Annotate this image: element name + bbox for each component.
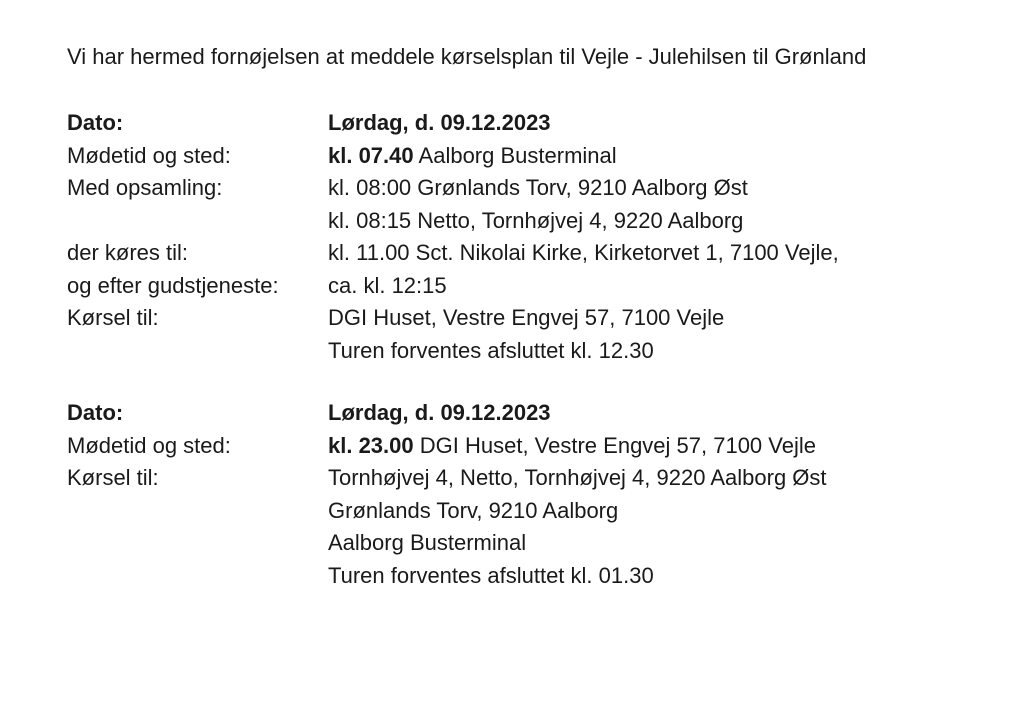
meeting-row: [67, 430, 967, 463]
meeting-label: Mødetid og sted:: [67, 142, 231, 168]
date-label: Dato:: [67, 110, 124, 136]
drive-row-2: [67, 495, 967, 528]
schedule-outbound: [67, 107, 967, 367]
drive-value: DGI Huset, Vestre Engvej 57, 7100 Vejle: [328, 305, 725, 331]
date-row: [67, 107, 967, 140]
date-row: [67, 397, 967, 430]
meeting-value: [328, 433, 967, 459]
pickup-stop-1: kl. 08:00 Grønlands Torv, 9210 Aalborg Øst: [328, 175, 748, 201]
destination-row: [67, 237, 967, 270]
drive-label: Kørsel til:: [67, 305, 159, 331]
drive-row: [67, 462, 967, 495]
after-service-label: og efter gudstjeneste:: [67, 272, 279, 298]
destination-label: der køres til:: [67, 240, 189, 266]
end-value: Turen forventes afsluttet kl. 01.30: [328, 562, 654, 588]
meeting-place: DGI Huset, Vestre Engvej 57, 7100 Vejle: [413, 432, 816, 458]
meeting-value: [328, 143, 967, 169]
meeting-time: kl. 23.00: [328, 432, 414, 458]
pickup-row-2: [67, 205, 967, 238]
drive-stop-3: Aalborg Busterminal: [328, 530, 527, 556]
after-service-value: ca. kl. 12:15: [328, 272, 447, 298]
drive-stop-2: Grønlands Torv, 9210 Aalborg: [328, 497, 619, 523]
date-value: Lørdag, d. 09.12.2023: [328, 400, 551, 426]
meeting-row: [67, 140, 967, 173]
drive-row-3: [67, 527, 967, 560]
pickup-label: Med opsamling:: [67, 175, 223, 201]
date-value: Lørdag, d. 09.12.2023: [328, 110, 551, 136]
drive-row: [67, 302, 967, 335]
end-row: [67, 335, 967, 368]
end-value: Turen forventes afsluttet kl. 12.30: [328, 337, 654, 363]
pickup-row: [67, 172, 967, 205]
end-row: [67, 560, 967, 593]
after-service-row: [67, 270, 967, 303]
pickup-stop-2: kl. 08:15 Netto, Tornhøjvej 4, 9220 Aalborg: [328, 207, 744, 233]
meeting-place: Aalborg Busterminal: [413, 142, 617, 168]
intro-text: Vi har hermed fornøjelsen at meddele kørselsplan til Vejle - Julehilsen til Grønland: [67, 44, 867, 69]
meeting-time: kl. 07.40: [328, 142, 414, 168]
date-label: Dato:: [67, 400, 124, 426]
schedule-return: [67, 397, 967, 592]
drive-stop-1: Tornhøjvej 4, Netto, Tornhøjvej 4, 9220 Aalborg Øst: [328, 465, 827, 491]
drive-label: Kørsel til:: [67, 465, 159, 491]
meeting-label: Mødetid og sted:: [67, 432, 231, 458]
destination-value: kl. 11.00 Sct. Nikolai Kirke, Kirketorvet 1, 7100 Vejle,: [328, 240, 839, 266]
